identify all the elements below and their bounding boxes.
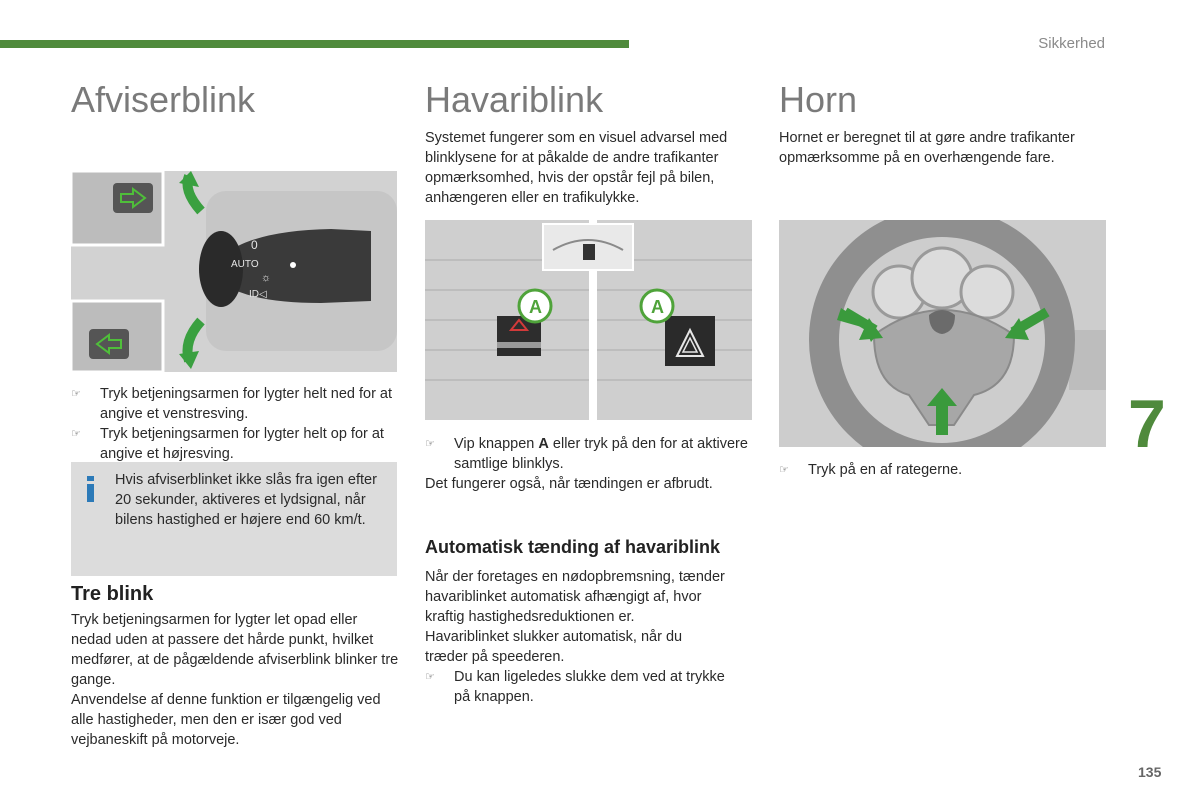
subtitle-tre-blink: Tre blink xyxy=(71,583,154,605)
figure-indicator-stalk xyxy=(71,171,397,372)
bullet-press-button: ☞ Vip knappen A eller tryk på den for at aktivere samtlige blinklys. xyxy=(425,436,748,472)
callout-a-right: A xyxy=(651,297,664,317)
info-icon xyxy=(85,476,95,502)
title-havariblink: Havariblink xyxy=(425,79,604,120)
section-label: Sikkerhed xyxy=(1038,35,1105,52)
column-horn xyxy=(779,78,1107,168)
subtitle-auto-hazard: Automatisk tænding af havariblink xyxy=(425,537,721,557)
auto-hazard-para2: Havariblinket slukker automatisk, når du træder på speederen. xyxy=(425,629,683,665)
header-accent-bar xyxy=(0,40,629,48)
info-box xyxy=(71,462,397,576)
bullet-right-turn: ☞ Tryk betjeningsarmen for lygter helt op for at angive et højresving. xyxy=(71,426,384,462)
column-havariblink xyxy=(425,78,753,208)
figure-hazard-button xyxy=(425,220,752,420)
tre-blink-para2: Anvendelse af denne funktion er tilgængelig ved alle hastigheder, men den er især god ved vejbaneskift på motorveje. xyxy=(71,692,381,748)
chapter-number: 7 xyxy=(1128,386,1166,462)
column-afviserblink xyxy=(71,78,399,122)
bullet-left-turn: ☞ Tryk betjeningsarmen for lygter helt ned for at angive et venstresving. xyxy=(71,386,393,422)
afviserblink-bullets xyxy=(71,384,399,464)
stalk-label-low: ID◁ xyxy=(249,289,267,300)
title-afviserblink: Afviserblink xyxy=(71,79,256,120)
stalk-label-auto: AUTO xyxy=(231,259,259,270)
hazard-button-illustration xyxy=(425,220,752,420)
bullet-switch-off: ☞ Du kan ligeledes slukke dem ved at trykke på knappen. xyxy=(425,669,725,705)
pointing-hand-icon: ☞ xyxy=(71,428,81,440)
auto-hazard-section xyxy=(425,536,725,707)
indicator-stalk-illustration xyxy=(71,171,397,372)
figure-steering-wheel xyxy=(779,220,1106,447)
pointing-hand-icon: ☞ xyxy=(779,464,789,476)
stalk-label-0: 0 xyxy=(251,238,258,252)
horn-instructions xyxy=(779,460,1107,480)
info-text: Hvis afviserblinket ikke slås fra igen efter 20 sekunder, aktiveres et lydsignal, når bilens hastighed er højere end 60 km/t. xyxy=(115,472,377,528)
pointing-hand-icon: ☞ xyxy=(71,388,81,400)
auto-hazard-para1: Når der foretages en nødopbremsning, tænder havariblinket automatisk afhængigt af, hvor kraftig hastighedsreduktionen er. xyxy=(425,569,725,625)
tre-blink-section xyxy=(71,582,399,750)
steering-wheel-illustration xyxy=(779,220,1106,447)
page-number: 135 xyxy=(1138,764,1162,780)
pointing-hand-icon: ☞ xyxy=(425,671,435,683)
havariblink-instructions xyxy=(425,434,753,494)
bullet-press-pad: ☞ Tryk på en af rategerne. xyxy=(779,462,963,478)
callout-a-left: A xyxy=(529,297,542,317)
title-horn: Horn xyxy=(779,79,858,120)
tre-blink-para1: Tryk betjeningsarmen for lygter let opad eller nedad uden at passere det hårde punkt, hvilket medfører, at de pågældende afviserblink blinker tre gange. xyxy=(71,612,399,688)
stalk-label-sun: ☼ xyxy=(261,272,272,284)
horn-intro: Hornet er beregnet til at gøre andre trafikanter opmærksomme på en overhængende fare. xyxy=(779,130,1075,166)
havariblink-intro: Systemet fungerer som en visuel advarsel med blinklysene for at påkalde de andre trafikanter opmærksomhed, hvis der opstår fejl på bilen, anhængeren eller en trafikulykke. xyxy=(425,130,728,206)
pointing-hand-icon: ☞ xyxy=(425,438,435,450)
havariblink-ignition-note: Det fungerer også, når tændingen er afbrudt. xyxy=(425,476,713,492)
